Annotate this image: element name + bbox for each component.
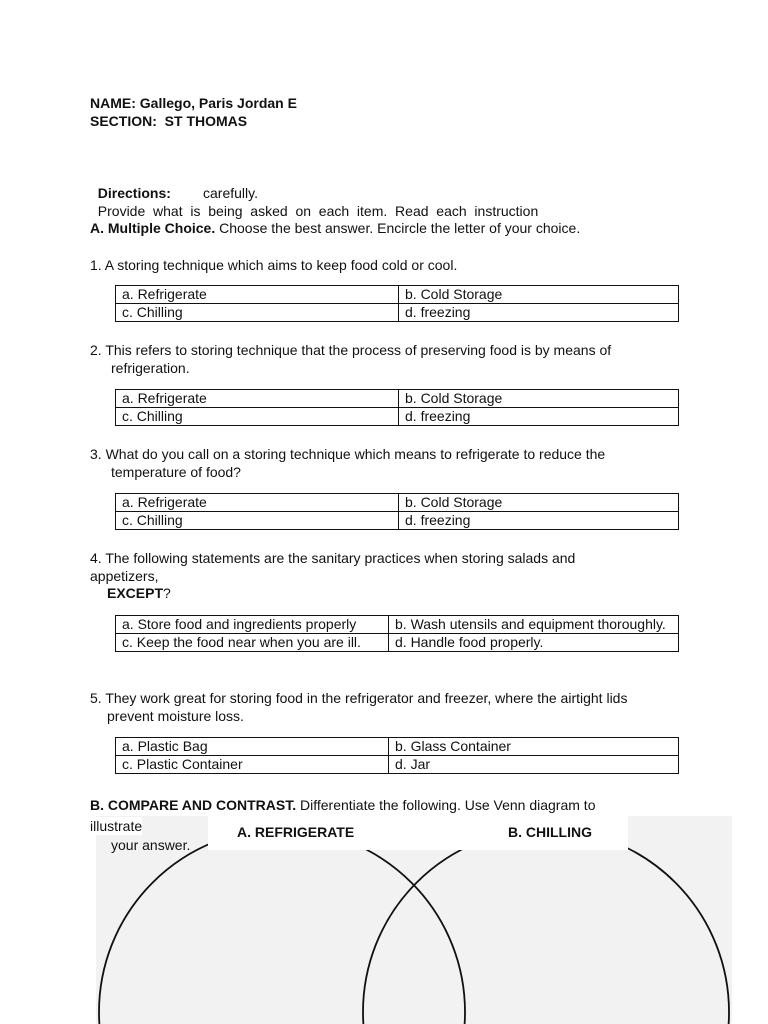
option-a[interactable]: a. Refrigerate — [116, 286, 399, 304]
part-b-text-line2: illustrate — [90, 818, 143, 834]
question-5-text: 5. They work great for storing food in the refrigerator and freezer, where the airtight lids — [90, 690, 628, 706]
option-c[interactable]: c. Chilling — [116, 408, 399, 426]
venn-label-chilling: B. CHILLING — [508, 824, 592, 840]
venn-circle-left — [99, 829, 465, 1024]
question-4-text: 4. The following statements are the sanitary practices when storing salads and — [90, 550, 576, 566]
option-d[interactable]: d. Handle food properly. — [389, 634, 679, 652]
directions-label: Directions: — [97, 185, 171, 201]
part-b-instruction: Differentiate the following. Use Venn diagram to — [296, 797, 596, 813]
section-label: SECTION: — [90, 113, 157, 129]
venn-label-refrigerate: A. REFRIGERATE — [237, 824, 355, 840]
option-a[interactable]: a. Refrigerate — [116, 494, 399, 512]
except-word: EXCEPT — [107, 585, 164, 601]
option-c[interactable]: c. Chilling — [116, 512, 399, 530]
option-c[interactable]: c. Chilling — [116, 304, 399, 322]
part-a-title: A. Multiple Choice. — [90, 220, 216, 236]
option-b[interactable]: b. Cold Storage — [399, 494, 679, 512]
directions-continued: carefully. — [203, 185, 258, 201]
question-2-text-continued: refrigeration. — [111, 360, 190, 376]
option-a[interactable]: a. Plastic Bag — [116, 738, 389, 756]
question-4-text-continued: appetizers, — [90, 568, 159, 584]
name-label: NAME: — [90, 95, 136, 111]
section-value: ST THOMAS — [164, 113, 248, 129]
option-b[interactable]: b. Cold Storage — [399, 390, 679, 408]
option-d[interactable]: d. freezing — [399, 408, 679, 426]
option-b[interactable]: b. Glass Container — [389, 738, 679, 756]
except-mark: ? — [163, 585, 171, 601]
question-2-text: 2. This refers to storing technique that the process of preserving food is by means of — [90, 342, 612, 358]
option-a[interactable]: a. Refrigerate — [116, 390, 399, 408]
name-value: Gallego, Paris Jordan E — [139, 95, 297, 111]
question-3-text-continued: temperature of food? — [111, 464, 241, 480]
question-1-text: 1. A storing technique which aims to keep food cold or cool. — [90, 257, 458, 273]
option-d[interactable]: d. Jar — [389, 756, 679, 774]
option-d[interactable]: d. freezing — [399, 304, 679, 322]
option-a[interactable]: a. Store food and ingredients properly — [116, 616, 389, 634]
option-c[interactable]: c. Keep the food near when you are ill. — [116, 634, 389, 652]
venn-circle-right — [363, 829, 729, 1024]
question-5-text-continued: prevent moisture loss. — [107, 708, 244, 724]
option-d[interactable]: d. freezing — [399, 512, 679, 530]
directions-text: Provide what is being asked on each item. Read each instruction — [97, 203, 539, 219]
option-b[interactable]: b. Cold Storage — [399, 286, 679, 304]
part-a-instruction: Choose the best answer. Encircle the letter of your choice. — [215, 220, 581, 236]
part-b-text-line3: your answer. — [111, 837, 191, 853]
option-c[interactable]: c. Plastic Container — [116, 756, 389, 774]
part-b-title: B. COMPARE AND CONTRAST. — [90, 797, 297, 813]
question-3-text: 3. What do you call on a storing technique which means to refrigerate to reduce the — [90, 446, 606, 462]
option-b[interactable]: b. Wash utensils and equipment thoroughly. — [389, 616, 679, 634]
